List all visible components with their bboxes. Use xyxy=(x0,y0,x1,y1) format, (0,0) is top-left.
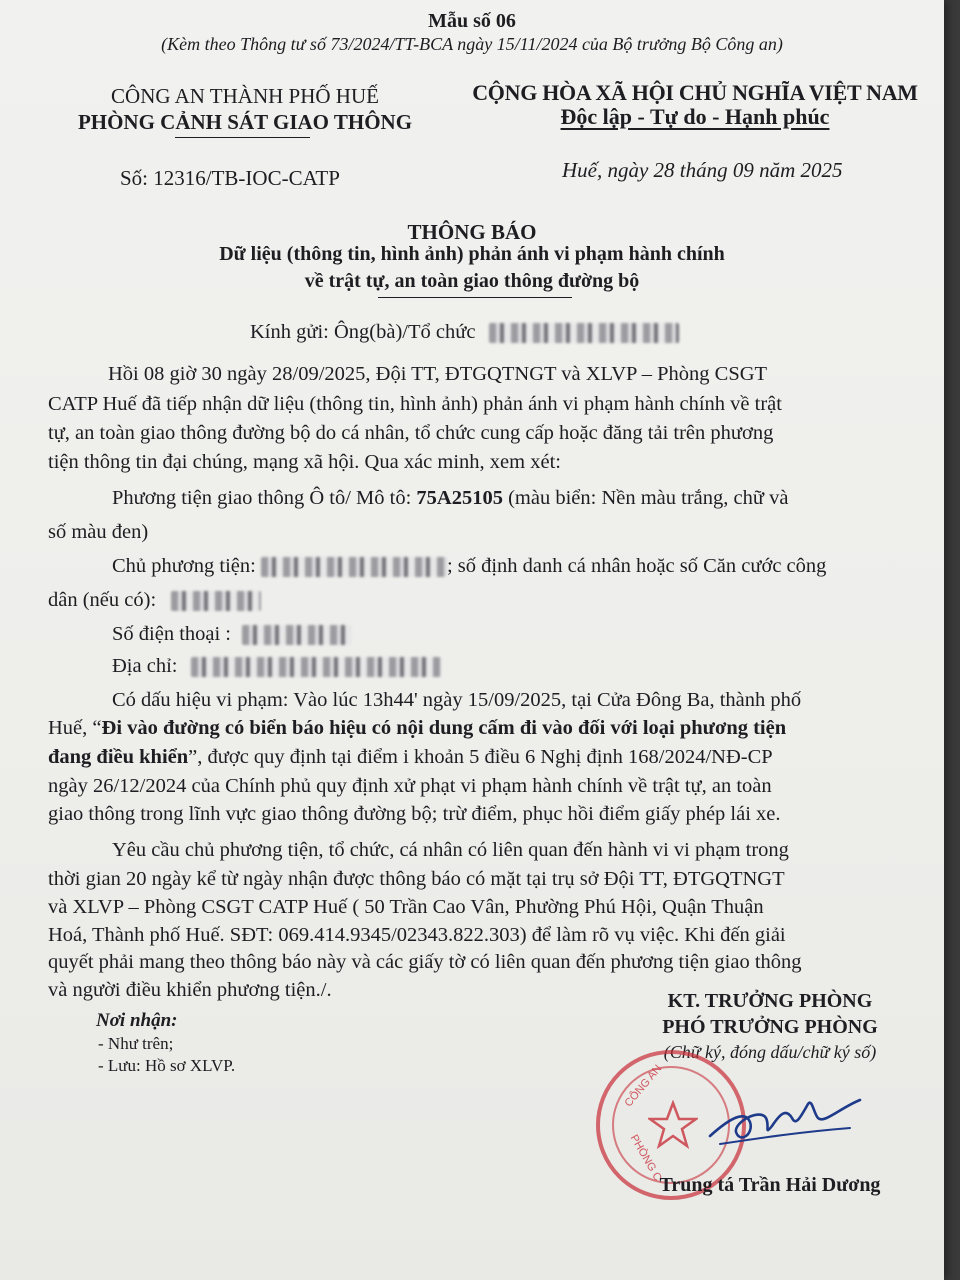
signature-title-2: PHÓ TRƯỞNG PHÒNG xyxy=(662,1016,878,1038)
nation-title: CỘNG HÒA XÃ HỘI CHỦ NGHĨA VIỆT NAM xyxy=(472,80,918,105)
redacted-address xyxy=(191,657,441,677)
signature-note: (Chữ ký, đóng dấu/chữ ký số) xyxy=(663,1042,877,1062)
request-line-6: và người điều khiển phương tiện./. xyxy=(48,979,332,1001)
title-underline xyxy=(378,297,572,298)
request-line-3: và XLVP – Phòng CSGT CATP Huế ( 50 Trần Cao Vân, Phường Phú Hội, Quận Thuận xyxy=(48,896,764,918)
redacted-recipient xyxy=(489,323,679,343)
violation-line-1: Có dấu hiệu vi phạm: Vào lúc 13h44' ngày 15/09/2025, tại Cửa Đông Ba, thành phố xyxy=(112,689,802,711)
vehicle-line-2: số màu đen) xyxy=(48,521,149,543)
recipient-item-1: - Như trên; xyxy=(98,1034,174,1053)
redacted-id-number xyxy=(171,591,261,611)
owner-id-label-2: dân (nếu có): xyxy=(48,589,157,611)
violation-line-4: ngày 26/12/2024 của Chính phủ quy định xử phạt vi phạm hành chính về trật tự, an toàn xyxy=(48,775,772,797)
intro-line-2: CATP Huế đã tiếp nhận dữ liệu (thông tin, hình ảnh) phản ánh vi phạm hành chính về trật xyxy=(48,393,782,415)
violation-prefix: Huế, “ xyxy=(48,717,102,739)
signer-name: Trung tá Trần Hải Dương xyxy=(659,1174,881,1196)
form-number: Mẫu số 06 xyxy=(428,10,516,32)
violation-description-end: đang điều khiển xyxy=(48,746,189,768)
seal-text-top: CÔNG AN xyxy=(622,1062,665,1110)
seal-star-icon xyxy=(648,1100,698,1150)
document-subtitle-2: về trật tự, an toàn giao thông đường bộ xyxy=(304,270,640,292)
owner-label: Chủ phương tiện: xyxy=(112,555,261,577)
department-underline xyxy=(175,137,310,138)
violation-line-5: giao thông trong lĩnh vực giao thông đường bộ; trừ điểm, phục hồi điểm giấy phép lái xe. xyxy=(48,803,781,825)
recipient-item-2: - Lưu: Hồ sơ XLVP. xyxy=(98,1056,236,1075)
document-date: Huế, ngày 28 tháng 09 năm 2025 xyxy=(562,158,843,182)
recipients-title: Nơi nhận: xyxy=(96,1010,178,1031)
intro-line-4: tiện thông tin đại chúng, mạng xã hội. Qua xác minh, xem xét: xyxy=(48,451,561,473)
agency-name: CÔNG AN THÀNH PHỐ HUẾ xyxy=(111,84,379,108)
national-motto: Độc lập - Tự do - Hạnh phúc xyxy=(560,104,830,129)
vehicle-plate-color: (màu biển: Nền màu trắng, chữ và xyxy=(502,487,789,509)
form-reference: (Kèm theo Thông tư số 73/2024/TT-BCA ngày 15/11/2024 của Bộ trưởng Bộ Công an) xyxy=(161,34,783,54)
address-label: Địa chỉ: xyxy=(112,655,178,677)
seal-text-bottom: PHÒNG C xyxy=(627,1132,664,1184)
redacted-owner-name xyxy=(261,557,447,577)
violation-line-3 xyxy=(48,743,773,771)
request-line-5: quyết phải mang theo thông báo này và các giấy tờ có liên quan đến phương tiện giao thông xyxy=(48,951,802,973)
request-line-1: Yêu cầu chủ phương tiện, tổ chức, cá nhân có liên quan đến hành vi vi phạm trong xyxy=(112,839,789,861)
vehicle-prefix: Phương tiện giao thông Ô tô/ Mô tô: xyxy=(112,487,417,509)
violation-description: Đi vào đường có biển báo hiệu có nội dung cấm đi vào đối với loại phương tiện xyxy=(101,717,787,739)
document-title: THÔNG BÁO xyxy=(407,220,537,244)
address-line xyxy=(112,652,441,680)
phone-label: Số điện thoại : xyxy=(112,623,232,645)
recipient-line xyxy=(250,318,679,346)
recipient-label: Kính gửi: Ông(bà)/Tổ chức xyxy=(250,321,476,343)
phone-line xyxy=(112,620,352,648)
violation-line-2 xyxy=(48,714,786,742)
owner-id-label: ; số định danh cá nhân hoặc số Căn cước công xyxy=(446,555,827,577)
intro-line-3: tự, an toàn giao thông đường bộ do cá nhân, tổ chức cung cấp hoặc đăng tải trên phương xyxy=(48,422,774,444)
department-name: PHÒNG CẢNH SÁT GIAO THÔNG xyxy=(77,110,413,134)
vehicle-line xyxy=(112,484,788,512)
handwritten-signature xyxy=(700,1088,870,1158)
owner-id-line xyxy=(48,586,261,614)
intro-line-1: Hồi 08 giờ 30 ngày 28/09/2025, Đội TT, ĐTGQTNGT và XLVP – Phòng CSGT xyxy=(108,363,768,385)
request-line-4: Hoá, Thành phố Huế. SĐT: 069.414.9345/02343.822.303) để làm rõ vụ việc. Khi đến giải xyxy=(48,924,786,946)
document-number: Số: 12316/TB-IOC-CATP xyxy=(120,166,340,190)
request-line-2: thời gian 20 ngày kể từ ngày nhận được thông báo có mặt tại trụ sở Đội TT, ĐTGQTNGT xyxy=(48,868,785,890)
redacted-phone xyxy=(242,625,352,645)
signature-title-1: KT. TRƯỞNG PHÒNG xyxy=(667,990,873,1012)
owner-line xyxy=(112,552,826,580)
document-subtitle-1: Dữ liệu (thông tin, hình ảnh) phản ánh vi phạm hành chính xyxy=(219,243,725,265)
license-plate: 75A25105 xyxy=(416,487,503,509)
violation-regulation: ”, được quy định tại điểm i khoản 5 điều 6 Nghị định 168/2024/NĐ-CP xyxy=(188,746,773,768)
